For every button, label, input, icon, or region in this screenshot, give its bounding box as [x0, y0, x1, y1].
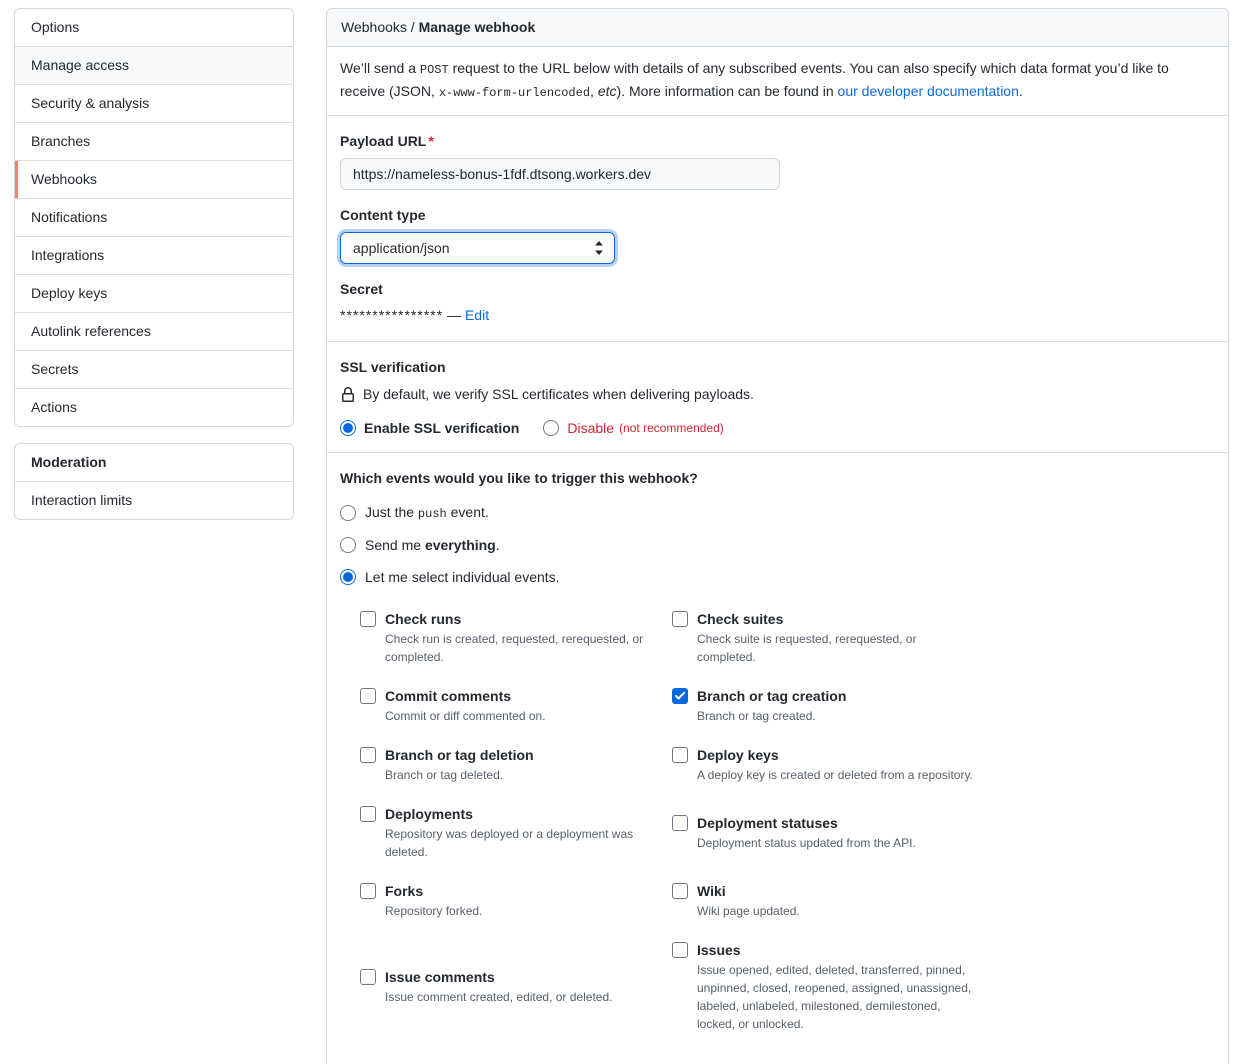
disable-ssl-note: (not recommended)	[619, 421, 724, 435]
payload-url-group	[340, 132, 1215, 190]
event-description: Check suite is requested, rerequested, or completed.	[697, 632, 917, 664]
disable-ssl-option[interactable]	[543, 420, 723, 436]
breadcrumb	[327, 9, 1228, 47]
breadcrumb-current: Manage webhook	[418, 19, 536, 35]
sidebar-item-autolink-references[interactable]	[15, 312, 293, 350]
event-title[interactable]: Issues	[697, 942, 741, 958]
event-description: A deploy key is created or deleted from a repository.	[697, 768, 973, 782]
forks-checkbox[interactable]	[360, 883, 376, 899]
send-everything-label[interactable]	[365, 537, 500, 553]
payload-url-input[interactable]	[340, 158, 780, 190]
label-text: Send me	[365, 537, 425, 553]
event-item-deploy-keys	[672, 745, 977, 784]
event-item-commit-comments	[360, 686, 672, 725]
intro-text: request to the URL below with details of any subscribed events. You can also specify which data format you’d like to receive (JSON,	[340, 60, 1169, 99]
event-description: Check run is created, requested, rerequested, or completed.	[385, 632, 644, 664]
urlencoded-code: x-www-form-urlencoded	[438, 86, 591, 100]
select-individual-radio[interactable]	[340, 569, 356, 585]
ssl-note-text: By default, we verify SSL certificates when delivering payloads.	[363, 386, 754, 402]
label-text: Just the	[365, 504, 418, 520]
webhook-config-section	[327, 116, 1228, 342]
grid-cell	[672, 686, 977, 745]
sidebar-item-label: Webhooks	[31, 171, 97, 187]
event-item-issue-comments	[360, 967, 672, 1006]
settings-nav-group-main	[14, 8, 294, 427]
content-type-label: Content type	[340, 207, 426, 223]
event-item-forks	[360, 881, 672, 920]
event-title[interactable]: Forks	[385, 883, 424, 899]
sidebar-item-label: Security & analysis	[31, 95, 150, 111]
event-item-deployments	[360, 804, 672, 861]
grid-cell	[360, 745, 672, 804]
event-description: Branch or tag deleted.	[385, 768, 504, 782]
sidebar-item-label: Integrations	[31, 247, 105, 263]
just-push-option[interactable]	[340, 504, 1215, 521]
grid-cell	[360, 686, 672, 745]
check-suites-checkbox[interactable]	[672, 611, 688, 627]
grid-cell	[672, 881, 977, 940]
edit-secret-link[interactable]: Edit	[464, 307, 490, 323]
deploy-keys-checkbox[interactable]	[672, 747, 688, 763]
sidebar-item-actions[interactable]	[15, 388, 293, 426]
commit-comments-checkbox[interactable]	[360, 688, 376, 704]
intro-etc: etc	[597, 83, 617, 99]
post-code: POST	[419, 63, 449, 77]
event-text	[385, 686, 546, 725]
push-code: push	[417, 507, 447, 521]
sidebar-header-moderation	[15, 444, 293, 481]
deployments-checkbox[interactable]	[360, 806, 376, 822]
just-push-label[interactable]	[365, 504, 489, 521]
event-text	[385, 967, 612, 1006]
label-text: Payload URL	[340, 133, 427, 149]
grid-cell	[672, 745, 977, 804]
event-text	[697, 745, 973, 784]
event-text	[697, 609, 975, 666]
individual-events-grid	[360, 609, 977, 1053]
event-description: Wiki page updated.	[697, 904, 800, 918]
event-text	[697, 881, 800, 920]
sidebar-item-label: Autolink references	[31, 323, 151, 339]
checkmark-icon	[675, 692, 685, 700]
sidebar-item-label: Actions	[31, 399, 77, 415]
ssl-verification-section	[327, 342, 1228, 453]
ssl-section-title: SSL verification	[340, 359, 446, 375]
grid-cell	[360, 609, 672, 686]
sidebar-item-label: Interaction limits	[31, 492, 133, 508]
event-title[interactable]: Check suites	[697, 611, 784, 627]
send-everything-option[interactable]	[340, 537, 1215, 553]
event-text	[385, 881, 482, 920]
manage-webhook-panel	[326, 8, 1229, 1064]
breadcrumb-separator: /	[410, 19, 415, 35]
event-title[interactable]: Issue comments	[385, 969, 495, 985]
settings-sidebar	[14, 8, 294, 1064]
payload-url-label	[340, 132, 1215, 151]
label-text: .	[495, 537, 500, 553]
grid-cell	[672, 940, 977, 1053]
event-item-check-suites	[672, 609, 977, 666]
developer-documentation-link[interactable]: our developer documentation	[837, 83, 1019, 99]
event-item-branch-or-tag-deletion	[360, 745, 672, 784]
secret-separator: —	[447, 307, 462, 323]
event-trigger-options	[340, 504, 1215, 585]
event-title[interactable]: Commit comments	[385, 688, 512, 704]
event-title[interactable]: Deploy keys	[697, 747, 779, 763]
sidebar-item-interaction-limits[interactable]	[15, 481, 293, 519]
events-grid-row	[360, 881, 977, 940]
event-item-branch-or-tag-creation	[672, 686, 977, 725]
disable-ssl-label[interactable]: Disable	[567, 420, 615, 436]
send-everything-radio[interactable]	[340, 537, 356, 553]
enable-ssl-option[interactable]	[340, 420, 519, 436]
event-item-issues	[672, 940, 977, 1033]
label-text: event.	[446, 504, 489, 520]
branch-or-tag-creation-checkbox[interactable]	[672, 688, 688, 704]
event-title[interactable]: Deployment statuses	[697, 815, 838, 831]
sidebar-item-label: Branches	[31, 133, 91, 149]
secret-label: Secret	[340, 281, 383, 297]
event-title[interactable]: Branch or tag deletion	[385, 747, 534, 763]
events-grid-row	[360, 804, 977, 881]
lock-icon	[340, 387, 356, 403]
select-individual-label[interactable]: Let me select individual events.	[365, 569, 560, 585]
branch-or-tag-deletion-checkbox[interactable]	[360, 747, 376, 763]
event-title[interactable]: Branch or tag creation	[697, 688, 847, 704]
event-item-deployment-statuses	[672, 813, 977, 852]
sidebar-item-options[interactable]	[15, 9, 293, 46]
select-individual-option[interactable]	[340, 569, 1215, 585]
sidebar-item-integrations[interactable]	[15, 236, 293, 274]
events-grid-row	[360, 940, 977, 1053]
secret-row	[340, 306, 1215, 325]
sidebar-item-secrets[interactable]	[15, 350, 293, 388]
radio-dot	[343, 572, 353, 582]
ssl-radio-row	[340, 420, 1215, 436]
intro-text: We’ll send a	[340, 60, 420, 76]
webhook-intro-text	[327, 47, 1228, 116]
event-description: Issue opened, edited, deleted, transferred, pinned, unpinned, closed, reopened, assigned, unassigned, labeled, unlabeled, milestoned, demilestoned, locked, or unlocked.	[697, 963, 972, 1031]
event-description: Repository forked.	[385, 904, 483, 918]
intro-text: ). More information can be found in	[616, 83, 838, 99]
just-push-radio[interactable]	[340, 505, 356, 521]
event-title[interactable]: Wiki	[697, 883, 726, 899]
event-description: Issue comment created, edited, or deleted.	[385, 990, 613, 1004]
deployment-statuses-checkbox[interactable]	[672, 815, 688, 831]
active-nav-indicator	[15, 161, 18, 198]
event-text	[697, 940, 975, 1033]
masked-secret-value: ****************	[340, 307, 444, 323]
enable-ssl-label[interactable]: Enable SSL verification	[364, 420, 520, 436]
intro-text: ,	[590, 83, 598, 99]
event-description: Repository was deployed or a deployment was deleted.	[385, 827, 634, 859]
sidebar-group-title: Moderation	[31, 454, 107, 470]
event-description: Branch or tag created.	[697, 709, 816, 723]
event-item-wiki	[672, 881, 977, 920]
event-text	[385, 609, 663, 666]
everything-emphasis: everything	[424, 537, 496, 553]
events-grid-row	[360, 609, 977, 686]
issue-comments-checkbox[interactable]	[360, 969, 376, 985]
select-value: application/json	[353, 240, 450, 256]
events-question: Which events would you like to trigger this webhook?	[340, 470, 698, 486]
wiki-checkbox[interactable]	[672, 883, 688, 899]
breadcrumb-webhooks-link[interactable]: Webhooks	[341, 19, 407, 35]
required-asterisk: *	[428, 133, 434, 149]
sidebar-item-label: Secrets	[31, 361, 79, 377]
settings-nav-group-moderation	[14, 443, 294, 520]
disable-ssl-radio[interactable]	[543, 420, 559, 436]
sidebar-item-manage-access[interactable]	[15, 46, 293, 84]
sidebar-item-branches[interactable]	[15, 122, 293, 160]
event-text	[697, 813, 916, 852]
sidebar-item-notifications[interactable]	[15, 198, 293, 236]
grid-cell	[360, 940, 672, 1053]
intro-text: .	[1018, 83, 1023, 99]
event-description: Deployment status updated from the API.	[697, 836, 916, 850]
event-description: Commit or diff commented on.	[385, 709, 546, 723]
enable-ssl-radio[interactable]	[340, 420, 356, 436]
select-arrows-icon	[594, 241, 604, 255]
grid-cell	[672, 609, 977, 686]
grid-cell	[360, 804, 672, 881]
events-grid-row	[360, 745, 977, 804]
secret-group	[340, 280, 1215, 325]
sidebar-item-deploy-keys[interactable]	[15, 274, 293, 312]
grid-cell	[672, 804, 977, 881]
event-text	[385, 745, 534, 784]
event-text	[697, 686, 846, 725]
issues-checkbox[interactable]	[672, 942, 688, 958]
sidebar-item-label: Deploy keys	[31, 285, 108, 301]
event-title[interactable]: Check runs	[385, 611, 462, 627]
content-type-select[interactable]	[340, 232, 615, 264]
sidebar-item-label: Options	[31, 19, 80, 35]
content-type-group	[340, 206, 1215, 264]
sidebar-item-label: Manage access	[31, 57, 130, 73]
event-text	[385, 804, 663, 861]
check-runs-checkbox[interactable]	[360, 611, 376, 627]
events-grid-row	[360, 686, 977, 745]
radio-dot	[343, 423, 353, 433]
sidebar-item-label: Notifications	[31, 209, 108, 225]
ssl-note-row	[340, 385, 1215, 404]
sidebar-item-security-analysis[interactable]	[15, 84, 293, 122]
grid-cell	[360, 881, 672, 940]
sidebar-item-webhooks[interactable]	[15, 160, 293, 198]
events-section	[327, 453, 1228, 1064]
event-item-check-runs	[360, 609, 672, 666]
event-title[interactable]: Deployments	[385, 806, 473, 822]
